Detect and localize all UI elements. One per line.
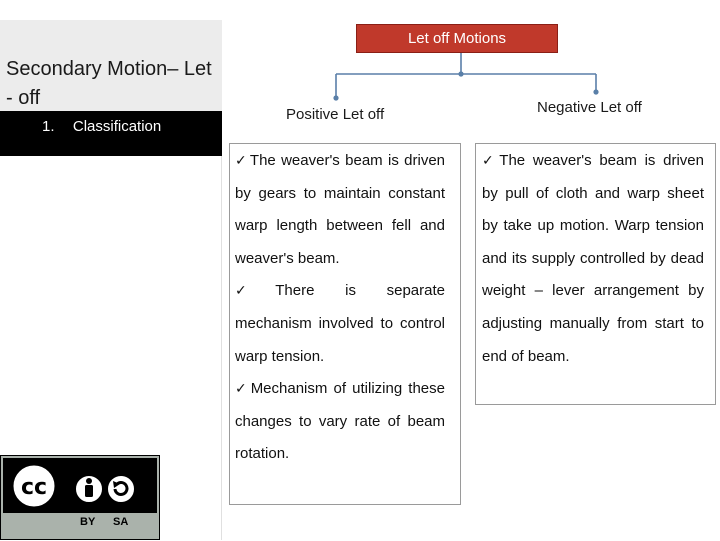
left-node-dot bbox=[333, 95, 338, 100]
check-icon: ✓ bbox=[235, 381, 249, 398]
cc-license-badge bbox=[0, 455, 160, 540]
cc-icon bbox=[12, 464, 56, 508]
list-item bbox=[235, 275, 445, 373]
item-text: Mechanism of utilizing these changes to vary rate of beam rotation. bbox=[235, 380, 445, 463]
positive-letoff-label: Positive Let off bbox=[286, 106, 385, 123]
item-text: The weaver's beam is driven by pull of cloth and warp sheet by take up motion. Warp tension and its supply controlled by dead weight – lever arrangement by adjusting manually from start to end of beam. bbox=[482, 152, 704, 365]
list-item bbox=[235, 145, 445, 275]
root-node: Let off Motions bbox=[356, 24, 558, 53]
check-icon: ✓ bbox=[235, 153, 248, 169]
positive-letoff-list bbox=[235, 145, 445, 471]
negative-letoff-list bbox=[482, 145, 704, 373]
subtitle-label: Classification bbox=[72, 118, 162, 135]
attribution-icon bbox=[75, 475, 103, 503]
sa-label: SA bbox=[113, 516, 129, 528]
root-node-dot bbox=[458, 71, 463, 76]
item-text: The weaver's beam is driven by gears to maintain constant warp length between fell and weaver's beam. bbox=[235, 152, 446, 267]
item-text: There is separate mechanism involved to control warp tension. bbox=[235, 282, 445, 365]
list-item bbox=[235, 373, 445, 471]
slide-title: Secondary Motion– Let - off bbox=[6, 58, 212, 109]
right-node-dot bbox=[593, 89, 598, 94]
by-label: BY bbox=[80, 516, 96, 528]
svg-text:cc: cc bbox=[20, 475, 48, 500]
share-alike-icon bbox=[107, 475, 135, 503]
check-icon: ✓ bbox=[235, 283, 274, 300]
negative-letoff-label: Negative Let off bbox=[537, 99, 642, 116]
list-item bbox=[482, 145, 704, 373]
license-icons bbox=[1, 456, 161, 541]
check-icon: ✓ bbox=[482, 153, 498, 169]
subtitle-number: 1. bbox=[42, 118, 55, 135]
slide-subtitle bbox=[42, 118, 161, 135]
